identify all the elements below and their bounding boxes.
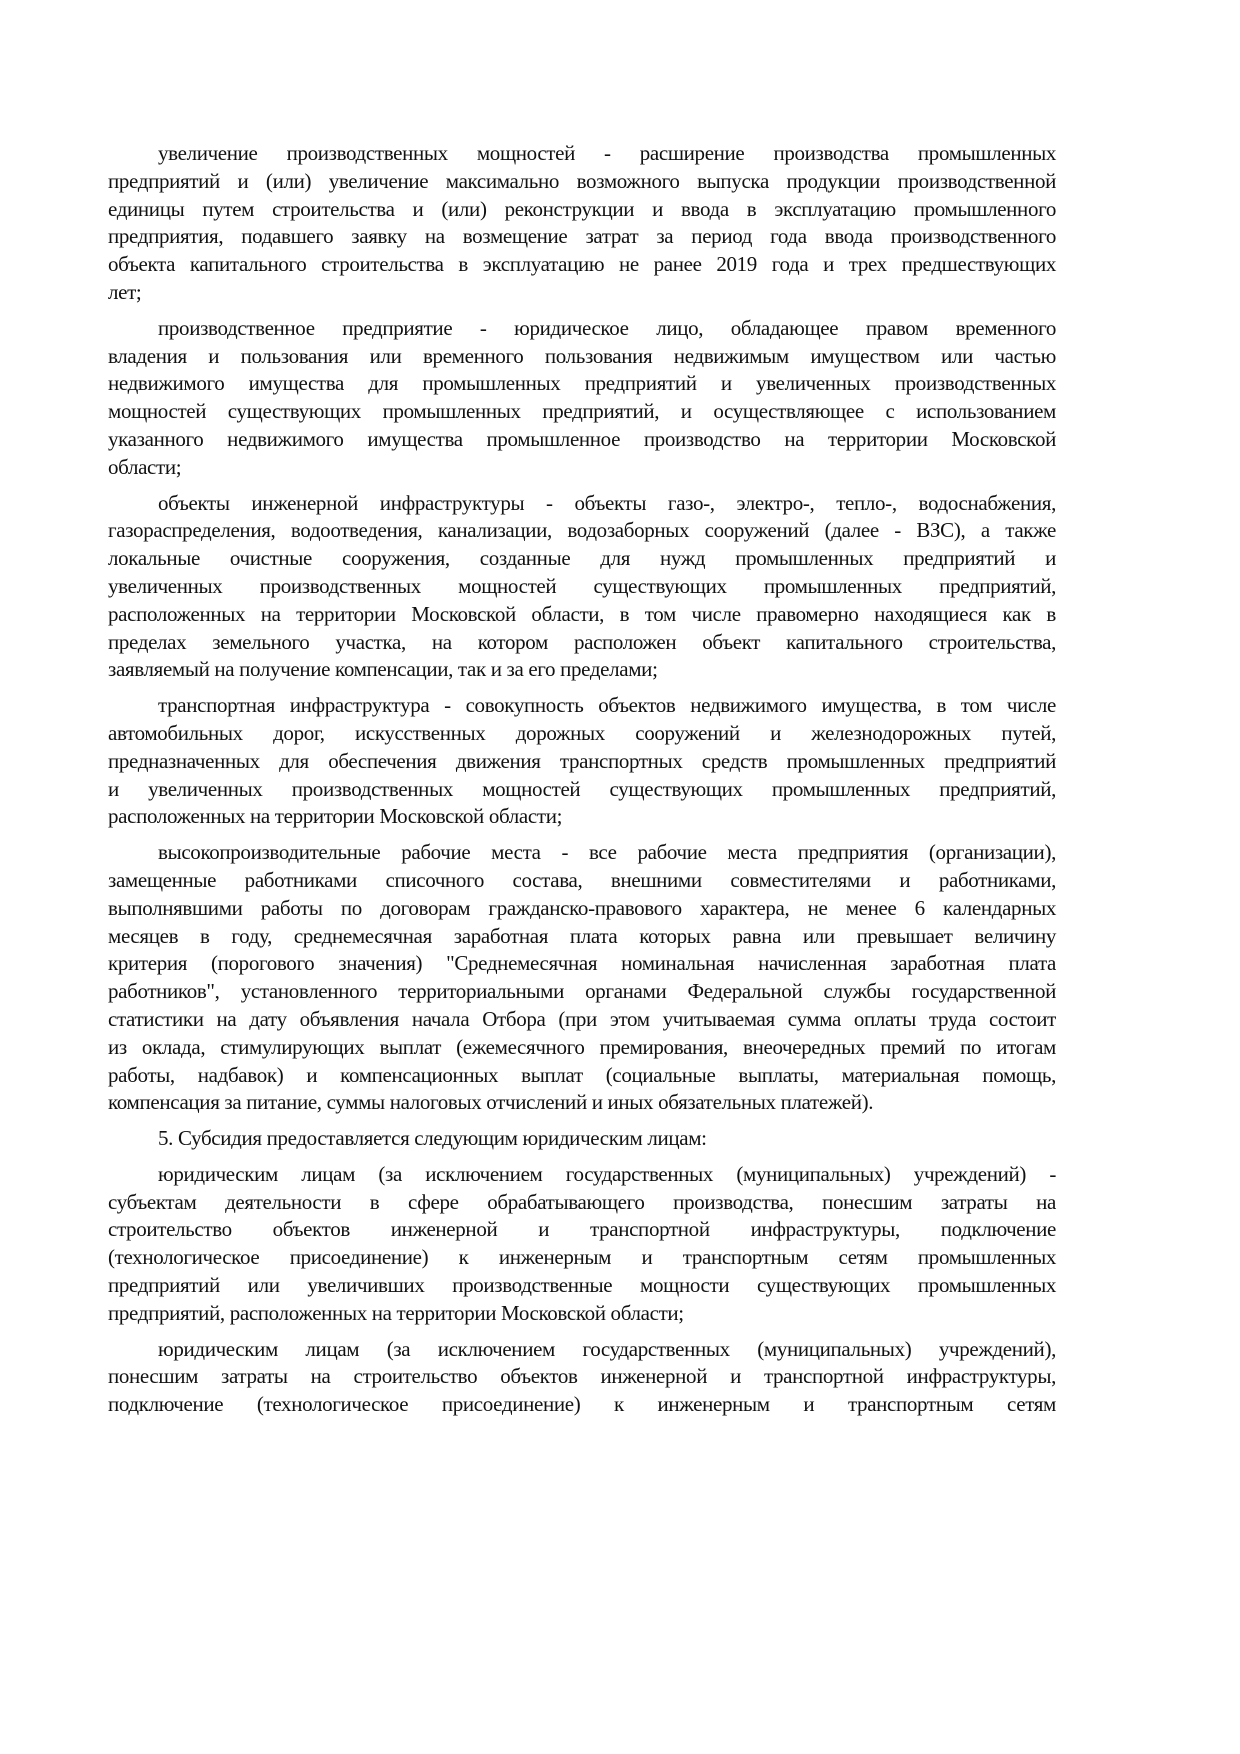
- text-line: указанного недвижимого имущества промышленное производство на территории Московской: [108, 426, 1056, 451]
- paragraph-recipients-1: [108, 1161, 1056, 1328]
- text-line: работы, надбавок) и компенсационных выплат (социальные выплаты, материальная помощь,: [108, 1062, 1056, 1087]
- text-line: автомобильных дорог, искусственных дорожных сооружений и железнодорожных путей,: [108, 720, 1056, 745]
- paragraph-recipients-2: [108, 1336, 1056, 1419]
- text-line: производственное предприятие - юридическое лицо, обладающее правом временного: [158, 315, 1056, 340]
- text-line: расположенных на территории Московской области;: [108, 804, 563, 829]
- text-line: увеличение производственных мощностей - расширение производства промышленных: [158, 141, 1056, 165]
- text-line: расположенных на территории Московской области, в том числе правомерно находящиеся как в: [108, 601, 1056, 626]
- text-line: владения и пользования или временного пользования недвижимым имуществом или частью: [108, 343, 1056, 368]
- text-line: месяцев в году, среднемесячная заработная плата которых равна или превышает величину: [108, 923, 1056, 948]
- text-line: замещенные работниками списочного состава, внешними совместителями и работниками,: [108, 867, 1056, 892]
- text-line: понесшим затраты на строительство объектов инженерной и транспортной инфраструктуры,: [108, 1364, 1056, 1389]
- text-line: (технологическое присоединение) к инженерным и транспортным сетям промышленных: [108, 1245, 1056, 1270]
- text-line: юридическим лицам (за исключением государственных (муниципальных) учреждений) -: [158, 1161, 1056, 1186]
- text-line: компенсация за питание, суммы налоговых отчислений и иных обязательных платежей).: [108, 1090, 874, 1115]
- document-body: [108, 140, 1056, 1427]
- text-line: из оклада, стимулирующих выплат (ежемесячного премирования, внеочередных премий по итогам: [108, 1034, 1056, 1059]
- text-line: строительство объектов инженерной и транспортной инфраструктуры, подключение: [108, 1217, 1056, 1242]
- text-line: транспортная инфраструктура - совокупность объектов недвижимого имущества, в том числе: [158, 693, 1056, 718]
- text-line: пределах земельного участка, на котором расположен объект капитального строительства,: [108, 629, 1056, 654]
- paragraph-production-capacity: [108, 140, 1056, 307]
- text-line: области;: [108, 454, 182, 479]
- text-line: работников", установленного территориальными органами Федеральной службы государственной: [108, 979, 1056, 1004]
- paragraph-engineering-infrastructure: [108, 490, 1056, 685]
- text-line: газораспределения, водоотведения, канализации, водозаборных сооружений (далее - ВЗС), а также: [108, 518, 1056, 543]
- paragraph-high-performance-jobs: [108, 839, 1056, 1117]
- text-line: локальные очистные сооружения, созданные для нужд промышленных предприятий и: [108, 546, 1056, 571]
- text-line: объекты инженерной инфраструктуры - объекты газо-, электро-, тепло-, водоснабжения,: [158, 490, 1056, 515]
- text-line: статистики на дату объявления начала Отбора (при этом учитываемая сумма оплаты труда состоит: [108, 1006, 1056, 1031]
- text-line: и увеличенных производственных мощностей существующих промышленных предприятий,: [108, 776, 1056, 801]
- text-line: предприятий и (или) увеличение максимально возможного выпуска продукции производственной: [108, 168, 1056, 193]
- text-line: мощностей существующих промышленных предприятий, и осуществляющее с использованием: [108, 399, 1056, 424]
- text-line: высокопроизводительные рабочие места - все рабочие места предприятия (организации),: [158, 840, 1056, 865]
- text-line: субъектам деятельности в сфере обрабатывающего производства, понесшим затраты на: [108, 1189, 1056, 1214]
- text-line: объекта капитального строительства в эксплуатацию не ранее 2019 года и трех предшествующих: [108, 252, 1056, 277]
- text-line: предприятий или увеличивших производственные мощности существующих промышленных: [108, 1273, 1056, 1298]
- text-line: недвижимого имущества для промышленных предприятий и увеличенных производственных: [108, 371, 1056, 396]
- text-line: юридическим лицам (за исключением государственных (муниципальных) учреждений),: [158, 1336, 1056, 1361]
- paragraph-production-enterprise: [108, 315, 1056, 482]
- text-line: выполнявшими работы по договорам гражданско-правового характера, не менее 6 календарных: [108, 895, 1056, 920]
- text-line: предприятий, расположенных на территории Московской области;: [108, 1300, 684, 1325]
- text-line: подключение (технологическое присоединение) к инженерным и транспортным сетям: [108, 1392, 1056, 1417]
- text-line: предназначенных для обеспечения движения транспортных средств промышленных предприятий: [108, 748, 1056, 773]
- text-line: предприятия, подавшего заявку на возмещение затрат за период года ввода производственного: [108, 224, 1056, 249]
- paragraph-subsidy-clause-5: [108, 1125, 1056, 1153]
- text-line: заявляемый на получение компенсации, так и за его пределами;: [108, 657, 658, 682]
- text-line: лет;: [108, 279, 142, 304]
- paragraph-transport-infrastructure: [108, 692, 1056, 831]
- text-line: увеличенных производственных мощностей существующих промышленных предприятий,: [108, 573, 1056, 598]
- text-line: критерия (порогового значения) "Среднемесячная номинальная начисленная заработная плата: [108, 951, 1056, 976]
- text-line: единицы путем строительства и (или) реконструкции и ввода в эксплуатацию промышленного: [108, 196, 1056, 221]
- text-line: 5. Субсидия предоставляется следующим юридическим лицам:: [158, 1126, 707, 1151]
